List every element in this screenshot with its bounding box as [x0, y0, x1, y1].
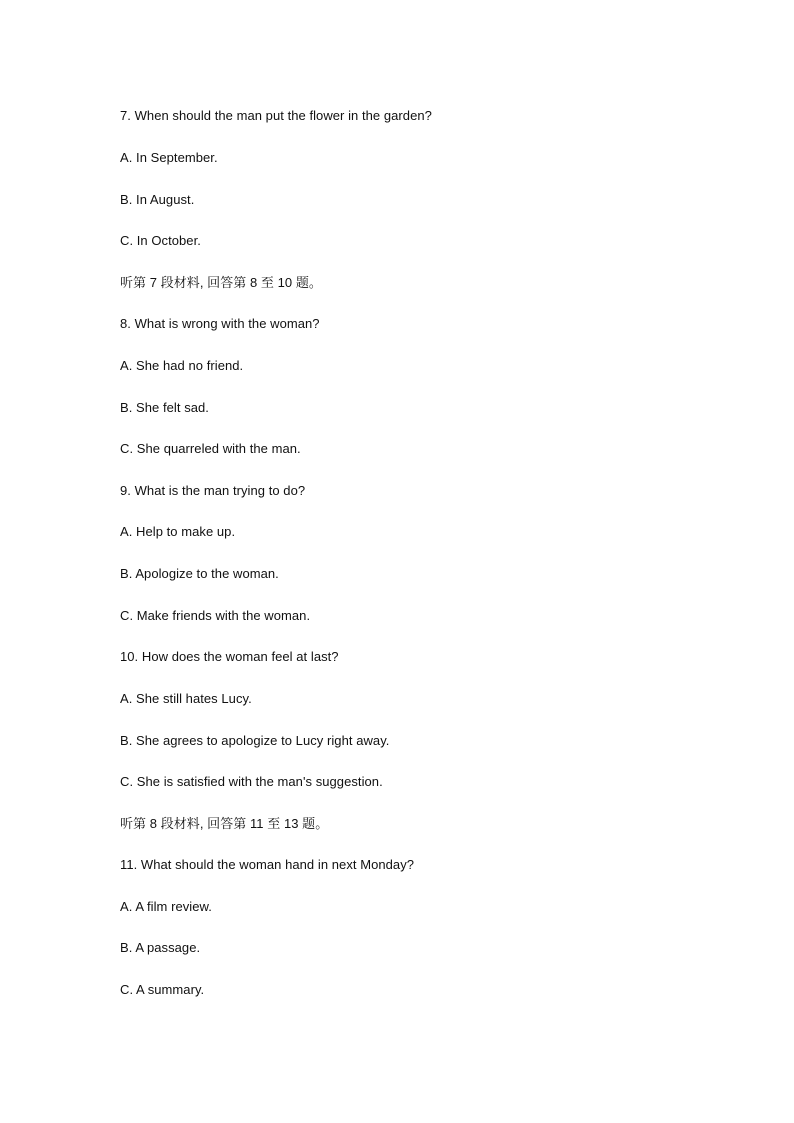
- question-9-option-a: A. Help to make up.: [120, 524, 236, 539]
- question-10-option-b: B. She agrees to apologize to Lucy right away.: [120, 733, 390, 748]
- question-7-option-b: B. In August.: [120, 192, 195, 207]
- question-10: 10. How does the woman feel at last?: [120, 649, 339, 664]
- question-9-option-b: B. Apologize to the woman.: [120, 566, 279, 581]
- question-11-option-b: B. A passage.: [120, 940, 201, 955]
- question-11-option-c: C. A summary.: [120, 982, 205, 997]
- question-8-option-a: A. She had no friend.: [120, 358, 244, 373]
- question-8-option-c: C. She quarreled with the man.: [120, 441, 301, 456]
- section-instruction-7: 听第 7 段材料, 回答第 8 至 10 题。: [120, 275, 322, 290]
- question-7: 7. When should the man put the flower in the garden?: [120, 108, 432, 123]
- question-10-option-c: C. She is satisfied with the man's suggestion.: [120, 774, 383, 789]
- question-7-option-a: A. In September.: [120, 150, 218, 165]
- question-9: 9. What is the man trying to do?: [120, 483, 306, 498]
- question-8-option-b: B. She felt sad.: [120, 400, 209, 415]
- question-7-option-c: C. In October.: [120, 233, 201, 248]
- section-instruction-8: 听第 8 段材料, 回答第 11 至 13 题。: [120, 816, 329, 831]
- question-10-option-a: A. She still hates Lucy.: [120, 691, 252, 706]
- question-9-option-c: C. Make friends with the woman.: [120, 608, 311, 623]
- question-11: 11. What should the woman hand in next Monday?: [120, 857, 415, 872]
- question-8: 8. What is wrong with the woman?: [120, 316, 320, 331]
- question-11-option-a: A. A film review.: [120, 899, 212, 914]
